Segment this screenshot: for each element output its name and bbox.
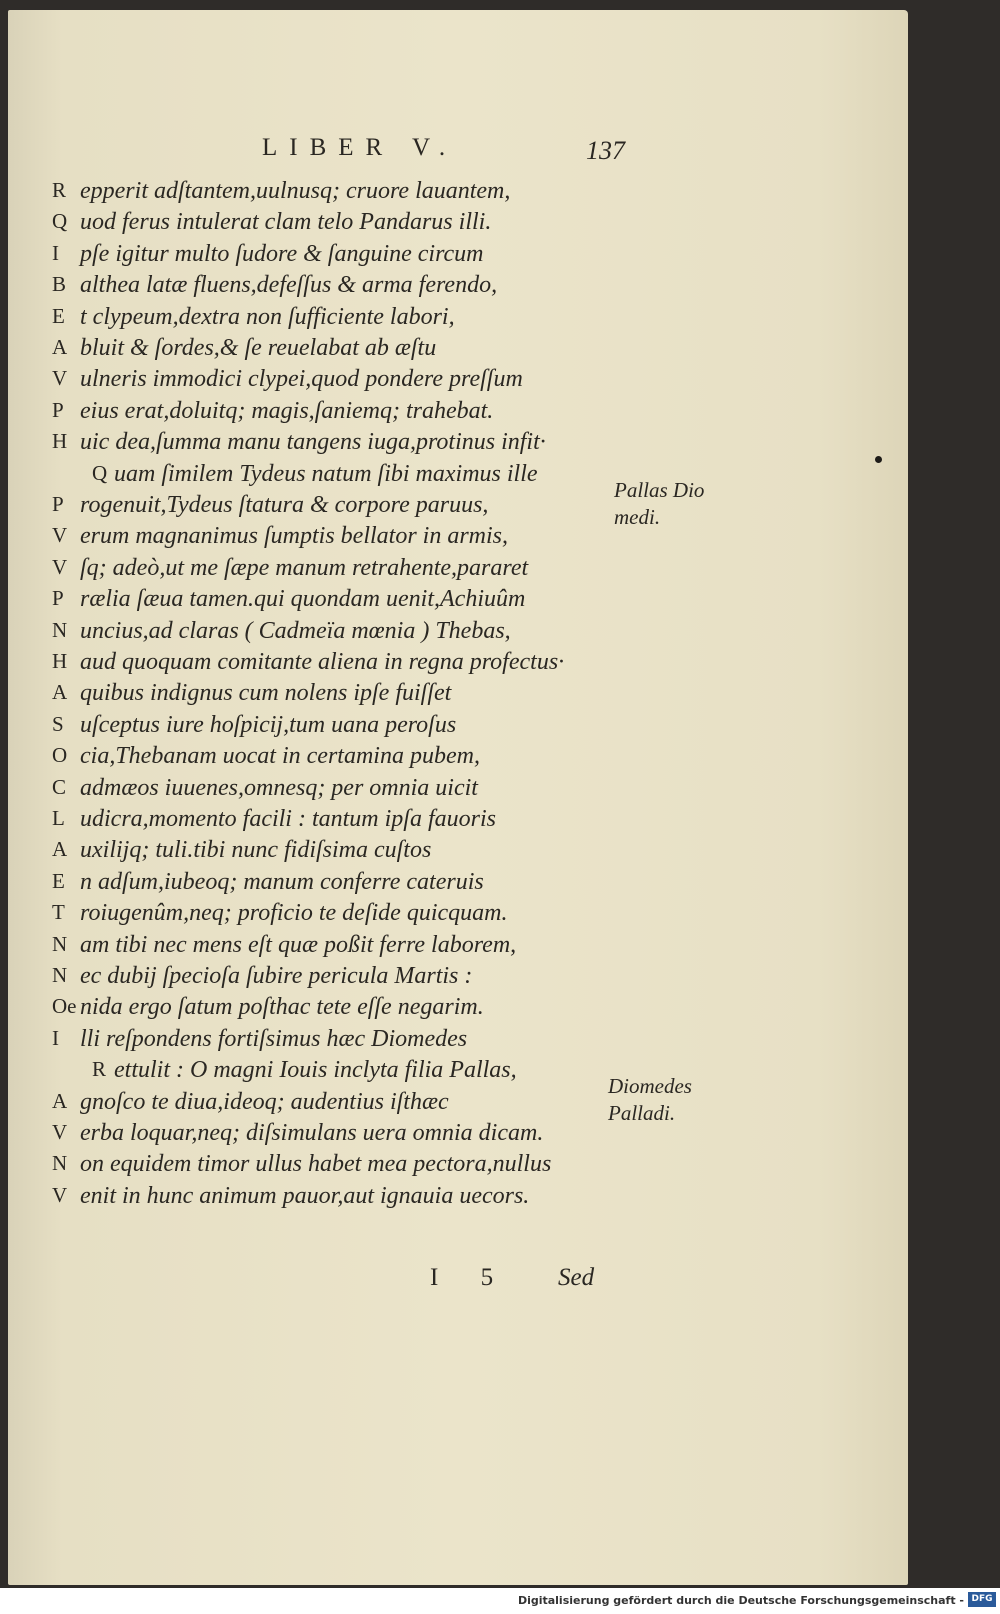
verse-initial: V [52,1120,68,1144]
footer [0,1588,1000,1614]
verse-text: bluit & ſordes,& ſe reuelabat ab æſtu [80,335,437,361]
verse-line [8,869,908,901]
verse-line [8,178,908,210]
verse-text: rogenuit,Tydeus ſtatura & corpore paruus, [80,492,489,518]
sidenote-line: medi. [614,505,661,529]
verse-line [8,272,908,304]
verse-text: rælia ſæua tamen.qui quondam uenit,Achiuûm [80,586,526,613]
verse-line [8,837,908,869]
verse-text: nida ergo ſatum poſthac tete eſſe negarim. [80,994,484,1021]
verse-text: gnoſco te diua,ideoq; audentius iſthæc [80,1088,449,1115]
verse-line [8,366,908,398]
verse-initial: A [52,1088,68,1113]
verse-initial: Q [92,460,108,485]
verse-initial: N [52,1151,68,1176]
verse-initial: Oe [52,994,77,1019]
sidenote-line: Pallas Dio [614,478,705,502]
verse-line [8,775,908,807]
verse-line [8,994,908,1026]
verse-text: uxilijq; tuli.tibi nunc fidiſsima cuſtos [80,837,432,864]
verse-line [8,963,908,995]
verse-initial: P [52,586,64,611]
verse-initial: N [52,617,68,642]
verse-initial: V [52,366,68,391]
verse-text: quibus indignus cum nolens ipſe fuiſſet [80,680,452,707]
verse-initial: A [52,837,68,862]
verse-text: epperit adſtantem,uulnusq; cruore lauantem, [80,178,511,204]
verse-text: pſe igitur multo ſudore & ſanguine circum [80,240,484,267]
verse-line [8,209,908,241]
verse-text: uncius,ad claras ( Cadmeïa mœnia ) Thebas, [80,617,511,644]
signature-mark: I 5 [430,1264,512,1291]
verse-initial: A [52,335,68,359]
verse-initial: V [52,523,68,548]
book-page [8,10,908,1585]
verse-initial: E [52,868,65,893]
verse-text: uſceptus iure hoſpicij,tum uana peroſus [80,711,457,738]
verse-line [8,398,908,430]
verse-text: uic dea,ſumma manu tangens iuga,protinus infit· [80,429,546,456]
funding-notice: Digitalisierung gefördert durch die Deutsche Forschungsgemeinschaft - [517,1594,964,1607]
verse-initial: A [52,680,68,705]
verse-line [8,586,908,618]
verse-line [8,743,908,775]
verse-text: ettulit : O magni Iouis inclyta filia Pallas, [114,1057,517,1084]
verse-line [8,1120,908,1152]
verse-text: uod ferus intulerat clam telo Pandarus illi. [80,209,492,236]
ink-spot [875,456,882,463]
verse-text: ſq; adeò,ut me ſæpe manum retrahente,pararet [80,554,529,581]
verse-text: udicra,momento facili : tantum ipſa fauoris [80,806,496,832]
page-header [8,134,908,174]
catchword: Sed [558,1264,595,1291]
verse-text: aud quoquam comitante aliena in regna profectus· [80,649,565,675]
verse-line [8,618,908,650]
verse-initial: H [52,649,68,673]
running-head: LIBER V. [262,134,458,161]
verse-line [8,523,908,555]
verse-initial: N [52,931,68,956]
verse-text: uam ſimilem Tydeus natum ſibi maximus ille [114,460,538,487]
sidenote-line: Diomedes [608,1074,692,1098]
verse-line [8,335,908,367]
verse-initial: C [52,774,67,799]
verse-initial: Q [52,209,68,234]
verse-line [8,680,908,712]
verse-text: eius erat,doluitq; magis,ſaniemq; trahebat. [80,397,494,424]
verse-line [8,1183,908,1215]
folio-number: 137 [586,136,625,165]
verse-text: erum magnanimus ſumptis bellator in armis, [80,523,509,550]
verse-line [8,1089,908,1121]
verse-line [8,241,908,273]
verse-line [8,712,908,744]
verse-text: lli reſpondens fortiſsimus hæc Diomedes [80,1025,468,1052]
verse-line [8,461,908,493]
verse-text: n adſum,iubeoq; manum conferre cateruis [80,868,484,895]
verse-line [8,1057,908,1089]
verse-line [8,649,908,681]
verse-initial: R [92,1057,107,1082]
verse-text: ulneris immodici clypei,quod pondere preſſum [80,366,523,393]
verse-text: on equidem timor ullus habet mea pectora,nullus [80,1151,552,1178]
verse-text: enit in hunc animum pauor,aut ignauia uecors. [80,1182,530,1209]
verse-line [8,806,908,838]
verse-text: ec dubij ſpecioſa ſubire pericula Martis : [80,963,473,989]
verse-initial: P [52,397,64,422]
verse-text: cia,Thebanam uocat in certamina pubem, [80,743,480,770]
verse-initial: N [52,963,68,987]
verse-initial: H [52,429,68,454]
verse-text: erba loquar,neq; diſsimulans uera omnia dicam. [80,1120,544,1146]
verse-line [8,932,908,964]
verse-text: am tibi nec mens eſt quæ poßit ferre laborem, [80,931,517,958]
verse-text: admæos iuuenes,omnesq; per omnia uicit [80,774,478,801]
dfg-logo: DFG [968,1592,996,1607]
verse-line [8,555,908,587]
verse-line [8,492,908,524]
verse-line [8,1026,908,1058]
verse-initial: E [52,303,65,328]
verse-line [8,304,908,336]
sidenote-line: Palladi. [608,1101,676,1125]
verse-text: roiugenûm,neq; proficio te deſide quicquam. [80,900,508,927]
verse-initial: P [52,492,64,516]
verse-initial: S [52,711,64,736]
verse-line [8,900,908,932]
verse-initial: B [52,272,67,297]
verse-line [8,1151,908,1183]
verse-initial: V [52,1182,68,1207]
verse-initial: I [52,1025,59,1050]
sidenote-diomedes [608,1074,692,1126]
verse-initial: T [52,900,65,925]
verse-initial: R [52,178,67,202]
verse-initial: O [52,743,68,768]
sidenote-pallas [614,478,704,530]
verse-initial: V [52,554,68,579]
verse-text: t clypeum,dextra non ſufficiente labori, [80,303,455,330]
verse-initial: I [52,240,59,265]
verse-initial: L [52,806,65,830]
verse-text: althea latæ fluens,defeſſus & arma ferendo, [80,272,498,299]
verse-line [8,429,908,461]
